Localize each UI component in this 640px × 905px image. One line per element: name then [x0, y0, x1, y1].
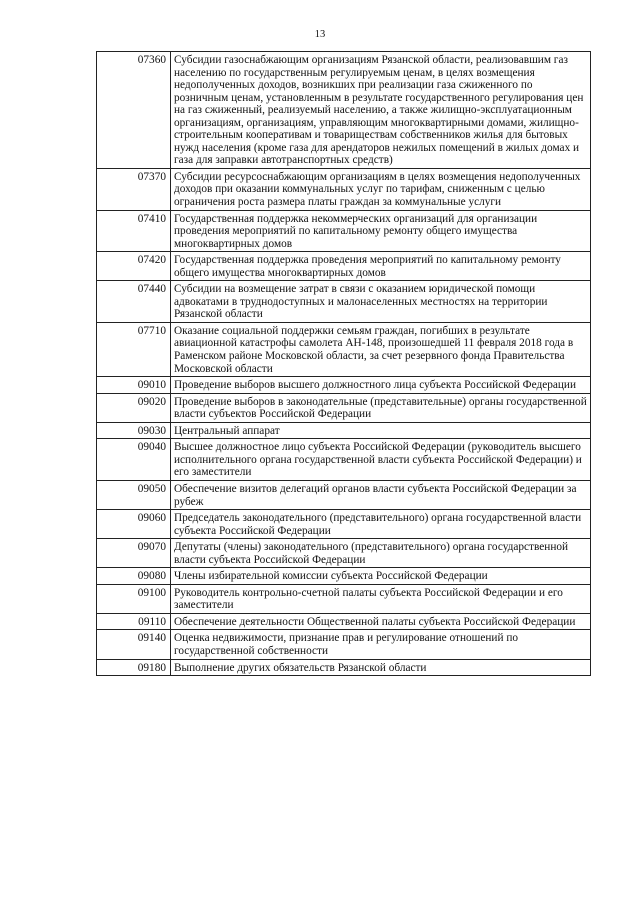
- table-row: [97, 377, 591, 394]
- row-code: 09100: [97, 584, 171, 613]
- row-code: 09050: [97, 480, 171, 509]
- codes-table: [96, 51, 591, 676]
- table-row: [97, 52, 591, 169]
- row-code: 09060: [97, 510, 171, 539]
- row-description: Субсидии газоснабжающим организациям Рязанской области, реализовавшим газ населению по государственным регулируемым ценам, в целях возмещения недополученных доходов, возникших при реализации газа сжиженного по розничным ценам, установленным в результате государственного регулирования цен на газ сжиженный, реализуемый населению, а также жилищно-эксплуатационным организациям, организациям, управляющим многоквартирными домами, жилищно-строительным кооперативам и товариществам собственников жилья для бытовых нужд населения (кроме газа для арендаторов нежилых помещений в жилых домах и газа для заправки автотранспортных средств): [171, 52, 591, 169]
- row-code: 07440: [97, 281, 171, 323]
- table-row: [97, 568, 591, 585]
- row-description: Обеспечение визитов делегаций органов власти субъекта Российской Федерации за рубеж: [171, 480, 591, 509]
- row-description: Оказание социальной поддержки семьям граждан, погибших в результате авиационной катастрофы самолета АН-148, произошедшей 11 февраля 2018 года в Раменском районе Московской области, за счет резервного фонда Правительства Московской области: [171, 322, 591, 376]
- row-code: 07410: [97, 210, 171, 252]
- table-row: [97, 480, 591, 509]
- table-row: [97, 584, 591, 613]
- table-row: [97, 210, 591, 252]
- table-row: [97, 422, 591, 439]
- row-description: Государственная поддержка некоммерческих организаций для организации проведения мероприятий по капитальному ремонту общего имущества многоквартирных домов: [171, 210, 591, 252]
- table-row: [97, 510, 591, 539]
- row-code: 09020: [97, 393, 171, 422]
- row-code: 09040: [97, 439, 171, 481]
- row-description: Субсидии на возмещение затрат в связи с оказанием юридической помощи адвокатами в труднодоступных и малонаселенных местностях на территории Рязанской области: [171, 281, 591, 323]
- row-code: 09140: [97, 630, 171, 659]
- row-description: Оценка недвижимости, признание прав и регулирование отношений по государственной собственности: [171, 630, 591, 659]
- table-row: [97, 252, 591, 281]
- row-code: 09010: [97, 377, 171, 394]
- row-description: Выполнение других обязательств Рязанской области: [171, 659, 591, 676]
- row-description: Высшее должностное лицо субъекта Российской Федерации (руководитель высшего исполнительного органа государственной власти субъекта Российской Федерации) и его заместители: [171, 439, 591, 481]
- table-row: [97, 613, 591, 630]
- table-row: [97, 393, 591, 422]
- page-number: 13: [314, 29, 326, 40]
- row-description: Проведение выборов в законодательные (представительные) органы государственной власти субъектов Российской Федерации: [171, 393, 591, 422]
- row-description: Проведение выборов высшего должностного лица субъекта Российской Федерации: [171, 377, 591, 394]
- row-code: 09030: [97, 422, 171, 439]
- codes-table-body: [97, 52, 591, 676]
- row-description: Центральный аппарат: [171, 422, 591, 439]
- row-code: 09180: [97, 659, 171, 676]
- row-code: 09070: [97, 539, 171, 568]
- row-code: 09080: [97, 568, 171, 585]
- row-code: 07710: [97, 322, 171, 376]
- row-description: Государственная поддержка проведения мероприятий по капитальному ремонту общего имущества многоквартирных домов: [171, 252, 591, 281]
- row-description: Депутаты (члены) законодательного (представительного) органа государственной власти субъекта Российской Федерации: [171, 539, 591, 568]
- row-code: 07370: [97, 168, 171, 210]
- row-code: 07360: [97, 52, 171, 169]
- table-row: [97, 539, 591, 568]
- row-description: Члены избирательной комиссии субъекта Российской Федерации: [171, 568, 591, 585]
- table-row: [97, 281, 591, 323]
- row-code: 09110: [97, 613, 171, 630]
- row-description: Субсидии ресурсоснабжающим организациям в целях возмещения недополученных доходов при оказании коммунальных услуг по тарифам, сниженным с целью ограничения роста размера платы граждан за коммунальные услуги: [171, 168, 591, 210]
- table-row: [97, 322, 591, 376]
- row-description: Председатель законодательного (представительного) органа государственной власти субъекта Российской Федерации: [171, 510, 591, 539]
- row-code: 07420: [97, 252, 171, 281]
- table-row: [97, 168, 591, 210]
- table-row: [97, 630, 591, 659]
- table-row: [97, 439, 591, 481]
- row-description: Руководитель контрольно-счетной палаты субъекта Российской Федерации и его заместители: [171, 584, 591, 613]
- row-description: Обеспечение деятельности Общественной палаты субъекта Российской Федерации: [171, 613, 591, 630]
- table-row: [97, 659, 591, 676]
